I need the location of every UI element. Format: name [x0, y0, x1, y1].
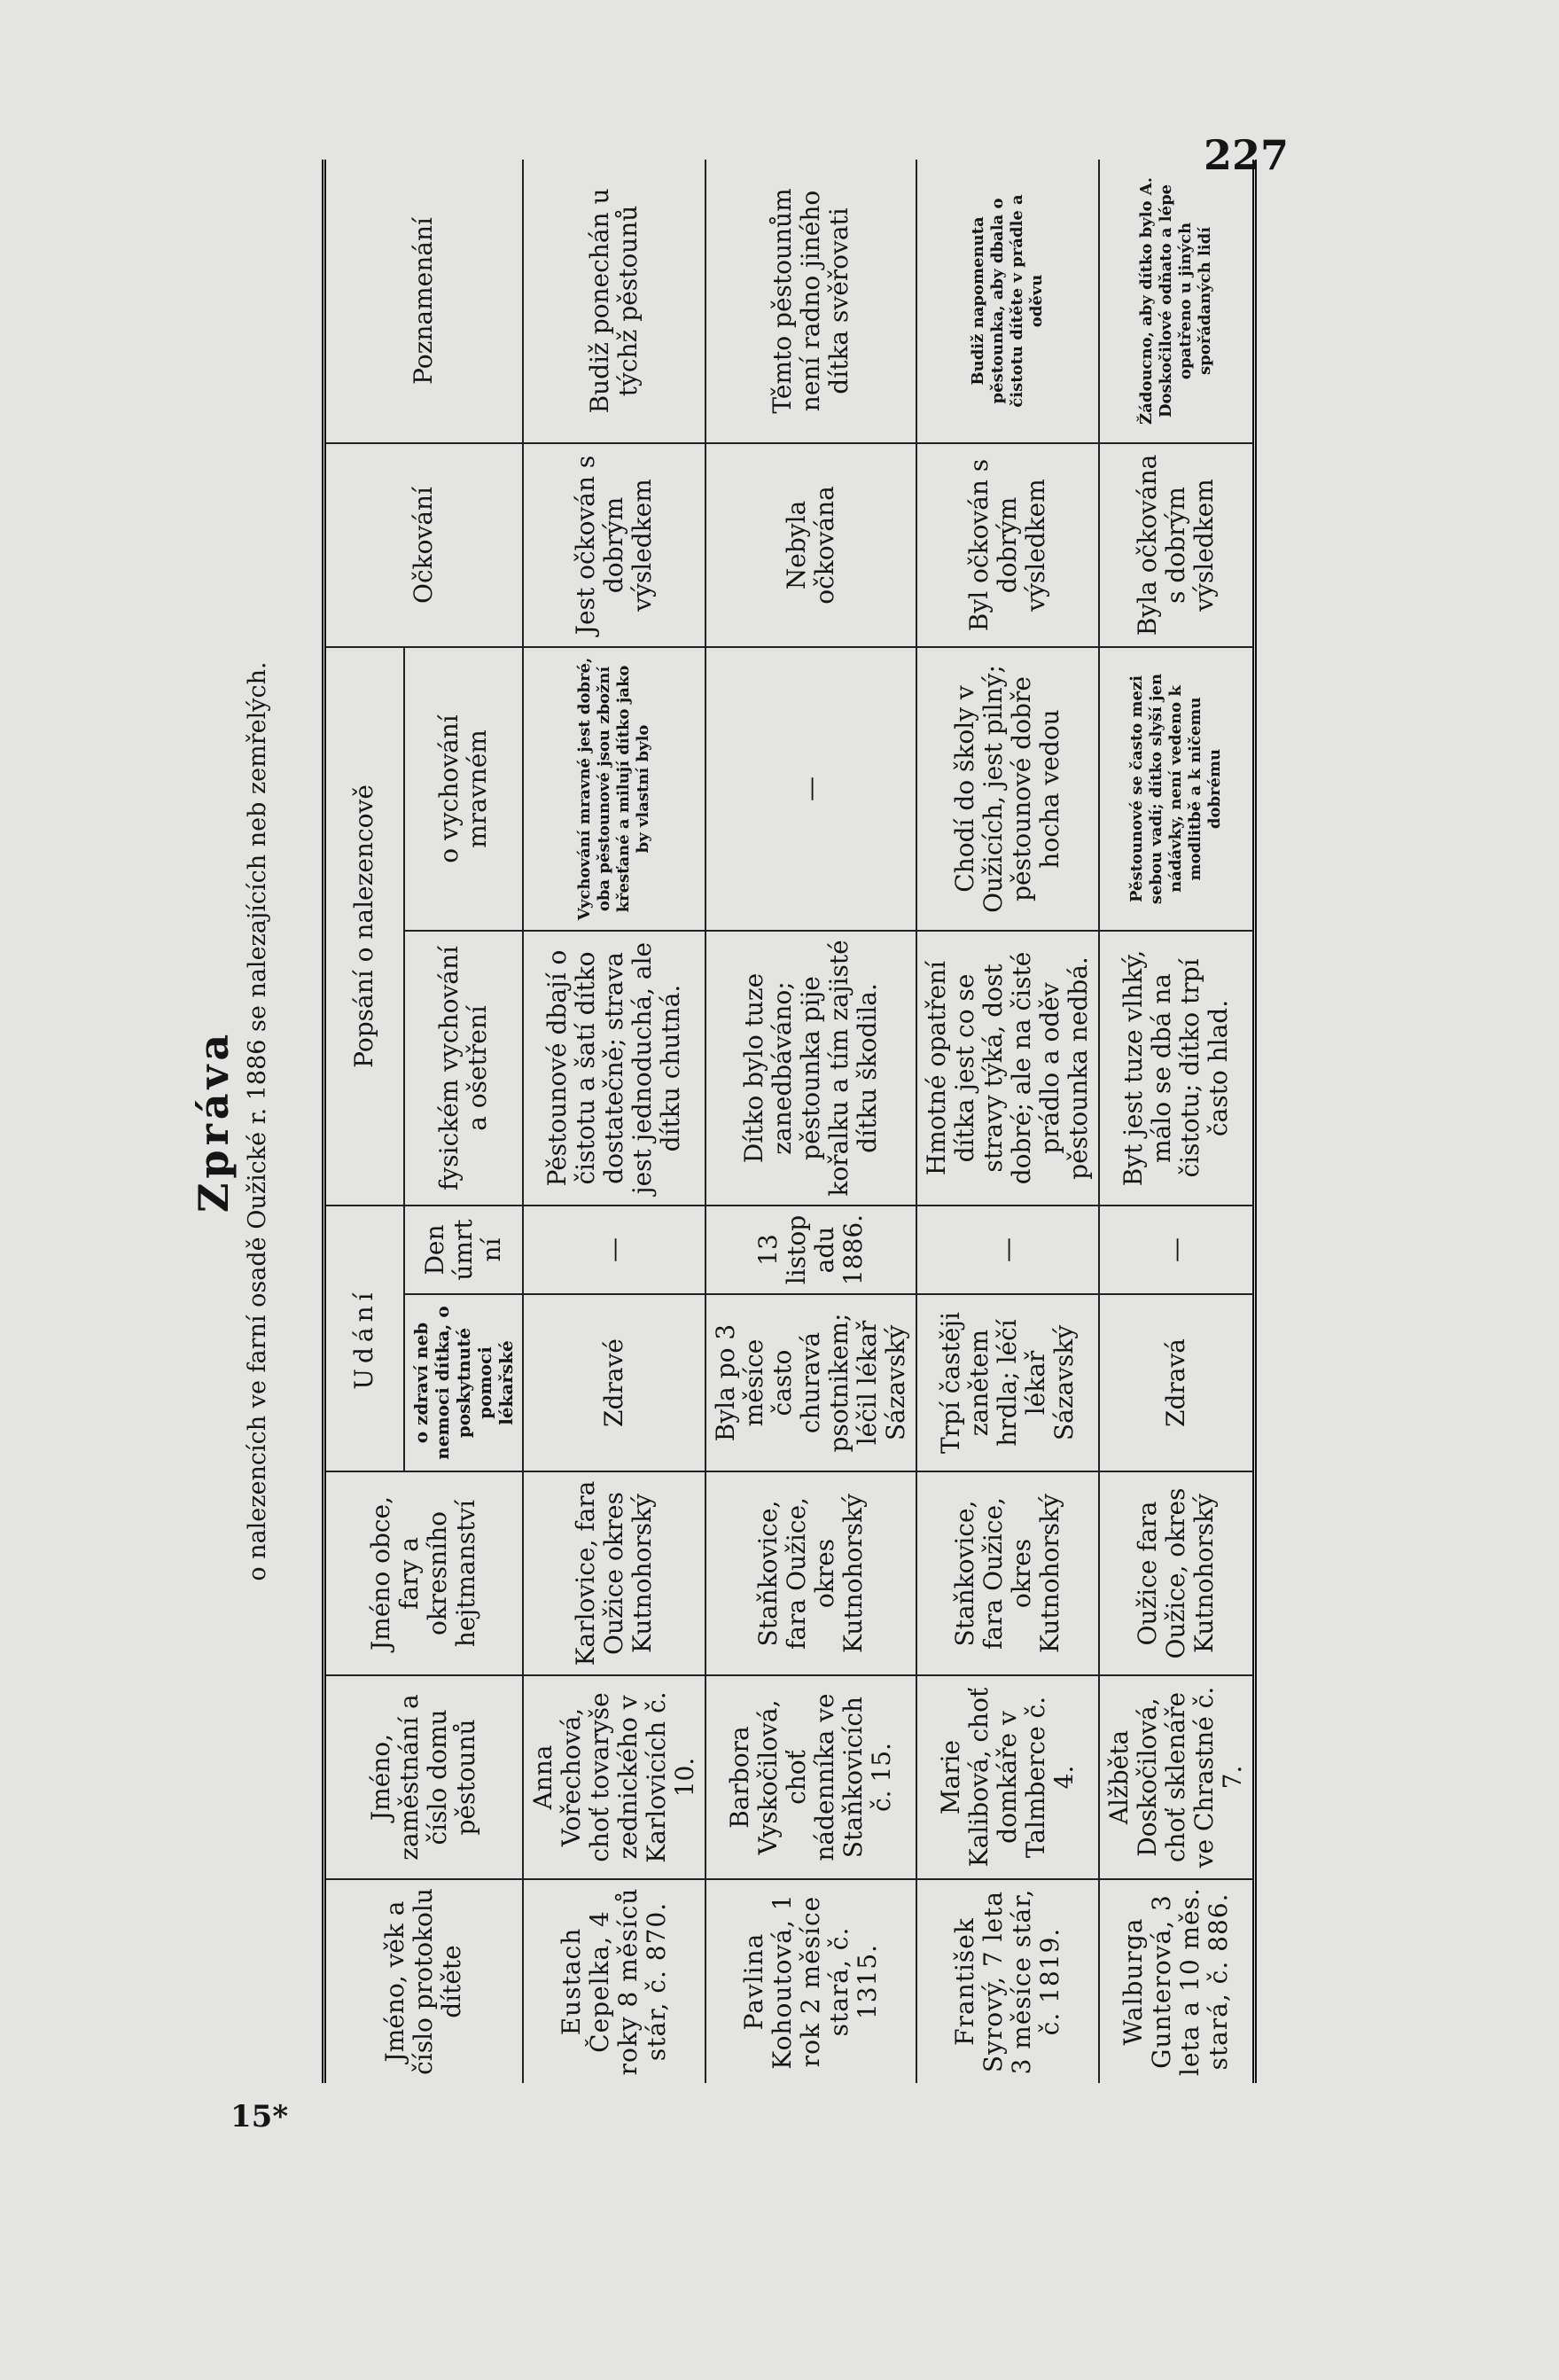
signature-mark: 15*	[230, 2099, 289, 2134]
cell-vaccination: Nebyla očkována	[705, 443, 916, 647]
cell-remarks: Budiž napomenuta pěstounka, aby dbala o čistotu dítěte v prádle a oděvu	[916, 160, 1099, 443]
cell-child: Eustach Čepelka, 4 roky 8 měsíců stár, č. 870.	[523, 1879, 705, 2083]
cell-remarks: Těmto pěstounům není radno jiného dítka svěřovati	[705, 160, 916, 443]
header-physical: fysickém vychování a ošetření	[404, 931, 523, 1206]
cell-municipality: Oužice fara Oužice, okres Kutnohorský	[1099, 1471, 1255, 1675]
cell-vaccination: Jest očkován s dobrým výsledkem	[523, 443, 705, 647]
cell-health: Trpí častěji zanětem hrdla; léčí lékař Sázavský	[916, 1294, 1099, 1471]
cell-vaccination: Byl očkován s dobrým výsledkem	[916, 443, 1099, 647]
cell-moral: Pěstounové se často mezi sebou vadí; dítko slyší jen nádávky, není vedeno k modlitbě a k ničemu dobrému	[1099, 647, 1255, 931]
cell-moral: —	[705, 647, 916, 931]
cell-physical: Pěstounové dbají o čistotu a šatí dítko dostatečně; strava jest jednoduchá, ale dítku chutná.	[523, 931, 705, 1206]
cell-death-day: —	[523, 1206, 705, 1294]
cell-physical: Dítko bylo tuze zanedbáváno; pěstounka pije kořalku a tím zajisté dítku škodila.	[705, 931, 916, 1206]
cell-health: Zdravá	[1099, 1294, 1255, 1471]
report-content	[191, 160, 1272, 2083]
cell-physical: Byt jest tuze vlhký, málo se dbá na čistotu; dítko trpí často hlad.	[1099, 931, 1255, 1206]
header-child: Jméno, věk a číslo protokolu dítěte	[324, 1879, 523, 2083]
cell-moral: Vychování mravné jest dobré, oba pěstounové jsou zbožní křesťané a milují dítko jako by vlastní bylo	[523, 647, 705, 931]
cell-foster: Alžběta Doskočilová, choť sklenáře ve Chrastné č. 7.	[1099, 1675, 1255, 1879]
header-udani: Udání	[324, 1206, 404, 1471]
cell-foster: Anna Vořechová, choť tovaryše zednického v Karlovicích č. 10.	[523, 1675, 705, 1879]
header-vaccination: Očkování	[324, 443, 523, 647]
table-row	[523, 160, 705, 2083]
header-foster: Jméno, zaměstnání a číslo domu pěstounů	[324, 1675, 523, 1879]
header-popsani: Popsání o nalezencově	[324, 647, 404, 1206]
header-municipality: Jméno obce, fary a okresního hejtmanství	[324, 1471, 523, 1675]
cell-health: Byla po 3 měsíce často churavá psotnikem; léčil lékař Sázavský	[705, 1294, 916, 1471]
cell-moral: Chodí do školy v Oužicích, jest pilný; pěstounové dobře hocha vedou	[916, 647, 1099, 931]
table-row	[705, 160, 916, 2083]
report-title: Zpráva	[190, 1029, 238, 1213]
cell-health: Zdravé	[523, 1294, 705, 1471]
cell-municipality: Staňkovice, fara Oužice, okres Kutnohorský	[916, 1471, 1099, 1675]
header-health: o zdraví neb nemoci dítka, o poskytnuté pomoci lékařské	[404, 1294, 523, 1471]
report-subtitle: o nalezencích ve farní osadě Oužické r. 1886 se nalezajících neb zemřelých.	[244, 661, 271, 1581]
cell-foster: Barbora Vyskočilová, choť nádenníka ve Staňkovicích č. 15.	[705, 1675, 916, 1879]
cell-death-day: —	[1099, 1206, 1255, 1294]
cell-death-day: 13 listopadu 1886.	[705, 1206, 916, 1294]
header-death-day: Den úmrtní	[404, 1206, 523, 1294]
cell-death-day: —	[916, 1206, 1099, 1294]
cell-remarks: Budiž ponechán u týchž pěstounů	[523, 160, 705, 443]
cell-foster: Marie Kalibová, choť domkáře v Talmberce č. 4.	[916, 1675, 1099, 1879]
report-heading	[191, 160, 306, 2083]
page-number: 227	[1204, 131, 1290, 179]
cell-child: Pavlina Kohoutová, 1 rok 2 měsíce stará, č. 1315.	[705, 1879, 916, 2083]
foundling-report-table	[322, 160, 1257, 2083]
table-row	[1099, 160, 1255, 2083]
header-remarks: Poznamenání	[324, 160, 523, 443]
cell-child: František Syrový, 7 leta 3 měsíce stár, č. 1819.	[916, 1879, 1099, 2083]
cell-child: Walburga Gunterová, 3 leta a 10 měs. stará, č. 886.	[1099, 1879, 1255, 2083]
cell-vaccination: Byla očkována s dobrým výsledkem	[1099, 443, 1255, 647]
cell-physical: Hmotné opatření dítka jest co se stravy týká, dost dobré; ale na čisté prádlo a oděv pěstounka nedbá.	[916, 931, 1099, 1206]
rotated-report	[191, 160, 1272, 2083]
header-moral: o vychování mravném	[404, 647, 523, 931]
table-row	[916, 160, 1099, 2083]
cell-municipality: Staňkovice, fara Oužice, okres Kutnohorský	[705, 1471, 916, 1675]
cell-municipality: Karlovice, fara Oužice okres Kutnohorský	[523, 1471, 705, 1675]
cell-remarks: Žádoucno, aby dítko bylo A. Doskočilové odňato a lépe opatřeno u jiných spořádaných lidí	[1099, 160, 1255, 443]
